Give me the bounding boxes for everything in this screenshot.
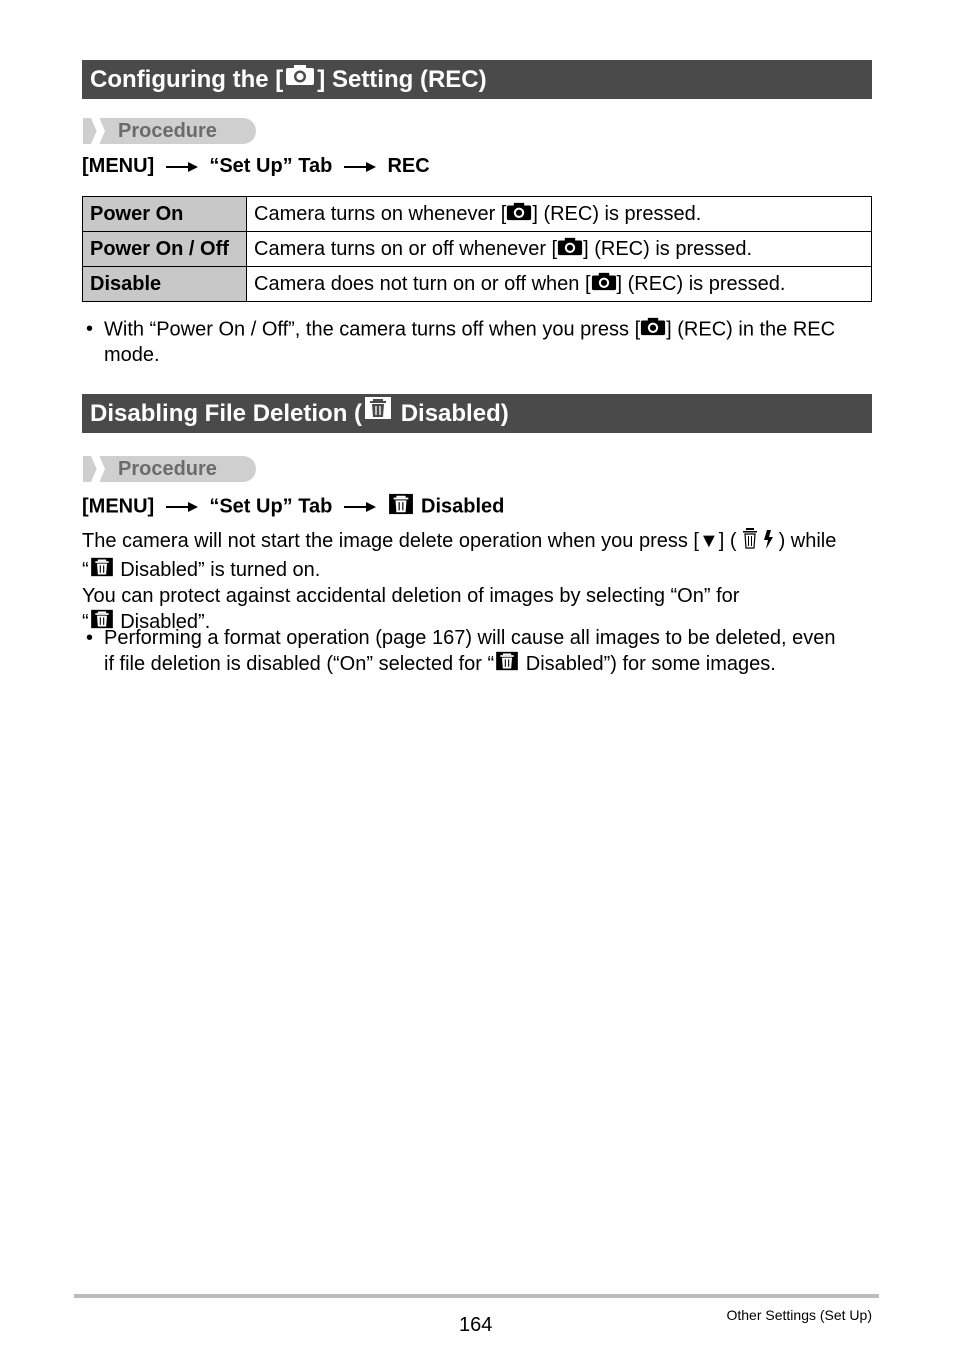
camera-icon <box>506 202 532 227</box>
procedure-label-1 <box>83 118 256 144</box>
camera-icon <box>591 272 617 297</box>
camera-icon <box>640 317 666 343</box>
arrow-right-icon <box>166 501 198 513</box>
trash-flash-icon <box>737 526 779 557</box>
procedure-text: Procedure <box>118 120 217 142</box>
section-title-rec <box>82 60 872 99</box>
trash-icon <box>89 557 115 584</box>
option-desc: Camera turns on or off whenever [ ] (REC) is pressed. <box>247 232 872 267</box>
footer-divider <box>74 1294 879 1298</box>
procedure-text: Procedure <box>118 458 217 480</box>
camera-icon <box>557 237 583 262</box>
option-desc: Camera does not turn on or off when [ ] (REC) is pressed. <box>247 267 872 302</box>
option-desc: Camera turns on whenever [ ] (REC) is pressed. <box>247 197 872 232</box>
section-title-rec-pre: Configuring the [ <box>90 66 284 93</box>
menu-path-menu: [MENU] <box>82 155 155 177</box>
settings-table <box>82 196 872 302</box>
table-row <box>83 232 872 267</box>
menu-path-1 <box>82 155 430 178</box>
footer-section: Other Settings (Set Up) <box>726 1307 872 1323</box>
trash-icon <box>364 393 392 432</box>
menu-path-target: REC <box>387 155 430 177</box>
arrow-right-icon <box>344 161 376 173</box>
body-paragraph: The camera will not start the image delete operation when you press [▼] ( ) while “ Disabled” is turned on. You can protect against accidental deletion of images by selecting “On” for “ Disabled”. <box>82 526 836 636</box>
camera-icon <box>285 59 315 98</box>
page-number: 164 <box>459 1314 493 1336</box>
trash-icon <box>494 651 520 678</box>
option-key: Power On / Off <box>83 232 247 267</box>
menu-path-2: [MENU] “Set Up” Tab Disabled <box>82 493 504 521</box>
table-row <box>83 197 872 232</box>
section-title-delete-disabled: Disabling File Deletion ( Disabled) <box>82 394 872 433</box>
arrow-right-icon <box>166 161 198 173</box>
table-row <box>83 267 872 302</box>
section-title-rec-post: ] Setting (REC) <box>317 66 487 93</box>
procedure-label-2 <box>83 456 256 482</box>
option-key: Disable <box>83 267 247 302</box>
menu-path-tab: “Set Up” Tab <box>209 155 333 177</box>
trash-icon <box>387 493 415 521</box>
option-key: Power On <box>83 197 247 232</box>
arrow-right-icon <box>344 501 376 513</box>
